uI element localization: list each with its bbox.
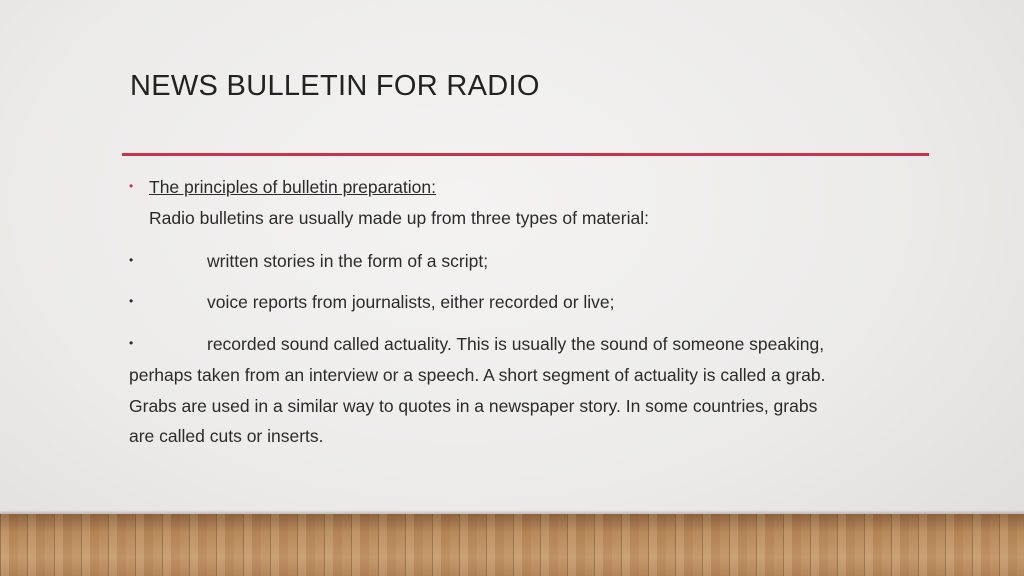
list-item: voice reports from journalists, either recorded or live;: [207, 292, 615, 312]
title-divider: [122, 153, 929, 156]
paragraph-line: perhaps taken from an interview or a speech. A short segment of actuality is called a grab.: [129, 365, 826, 385]
intro-text: Radio bulletins are usually made up from three types of material:: [149, 208, 649, 228]
paragraph-line: are called cuts or inserts.: [129, 426, 324, 446]
paragraph-line: Grabs are used in a similar way to quotes in a newspaper story. In some countries, grabs: [129, 396, 818, 416]
wood-floor-decoration: [0, 514, 1024, 576]
bullet-icon: •: [129, 336, 134, 350]
list-item: recorded sound called actuality. This is usually the sound of someone speaking,: [207, 334, 825, 354]
subheading: The principles of bulletin preparation:: [149, 177, 436, 197]
bullet-icon: •: [129, 294, 134, 308]
bullet-icon: •: [129, 253, 134, 267]
bullet-icon: •: [129, 179, 134, 193]
list-item: written stories in the form of a script;: [207, 251, 489, 271]
slide-title: NEWS BULLETIN FOR RADIO: [130, 70, 540, 102]
